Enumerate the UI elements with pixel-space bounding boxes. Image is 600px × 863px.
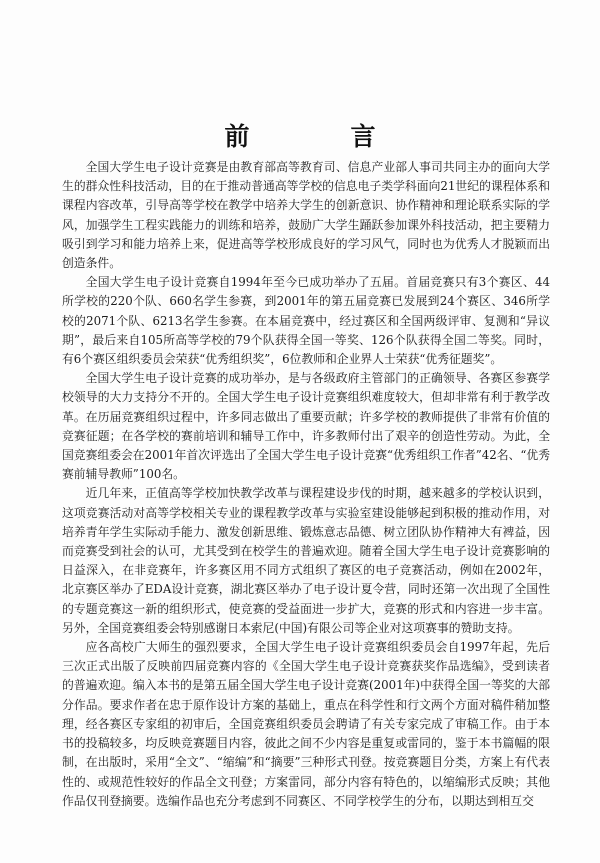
paragraph-5: 应各高校广大师生的强烈要求，全国大学生电子设计竞赛组织委员会自1997年起，先后三次正式出版了反映前四届竞赛内容的《全国大学生电子设计竞赛获奖作品选编》，受到读者的普遍欢迎。编入本书的是第五届全国大学生电子设计竞赛(2001年)中获得全国一等奖的大部分作品。要求作者在忠于原作设计方案的基础上，重点在科学性和行文两个方面对稿件稍加整理，经各赛区专家组的初审后，全国竞赛组织委员会聘请了有关专家完成了审稿工作。由于本书的投稿较多，均反映竞赛题目内容，彼此之间不少内容是重复或雷同的，鉴于本书篇幅的限制，在出版时，采用“全文”、“缩编”和“摘要”三种形式刊登。按竞赛题目分类，方案上有代表性的、或规范性较好的作品全文刊登；方案雷同，部分内容有特色的，以缩编形式反映；其他作品仅刊登摘要。选编作品也充分考虑到不同赛区、不同学校学生的分布，以期达到相互交 [62,640,550,808]
paragraph-2: 全国大学生电子设计竞赛自1994年至今已成功举办了五届。首届竞赛只有3个赛区、44所学校的220个队、660名学生参赛，到2001年的第五届竞赛已发展到24个赛区、346所学校的2071个队、6213名学生参赛。在本届竞赛中，经过赛区和全国两级评审、复测和“异议期”，最后来自105所高等学校的79个队获得全国一等奖、126个队获得全国二等奖。同时，有6个赛区组织委员会荣获“优秀组织奖”，6位教师和企业界人士荣获“优秀征题奖”。 [62,275,550,367]
paragraph-3: 全国大学生电子设计竞赛的成功举办，是与各级政府主管部门的正确领导、各赛区参赛学校领导的大力支持分不开的。全国大学生电子设计竞赛组织难度较大，但却非常有利于教学改革。在历届竞赛组织过程中，许多同志做出了重要贡献；许多学校的教师提供了非常有价值的竞赛征题；在各学校的赛前培训和辅导工作中，许多教师付出了艰辛的创造性劳动。为此，全国竞赛组委会在2001年首次评选出了全国大学生电子设计竞赛“优秀组织工作者”42名、“优秀赛前辅导教师”100名。 [62,371,550,482]
paragraph-4: 近几年来，正值高等学校加快教学改革与课程建设步伐的时期，越来越多的学校认识到，这项竞赛活动对高等学校相关专业的课程教学改革与实验室建设能够起到积极的推动作用，对培养青年学生实际动手能力、激发创新思维、锻炼意志品德、树立团队协作精神大有裨益，因而竞赛受到社会的认可，尤其受到在校学生的普遍欢迎。随着全国大学生电子设计竞赛影响的日益深入，在非竞赛年，许多赛区用不同方式组织了赛区的电子竞赛活动，例如在2002年，北京赛区举办了EDA设计竞赛，湖北赛区举办了电子设计夏令营，同时还第一次出现了全国性的专题竞赛这一新的组织形式，使竞赛的受益面进一步扩大，竞赛的形式和内容进一步丰富。另外，全国竞赛组委会特别感谢日本索尼(中国)有限公司等企业对这项赛事的赞助支持。 [62,486,550,635]
body-text [62,158,550,811]
paragraph-1: 全国大学生电子设计竞赛是由教育部高等教育司、信息产业部人事司共同主办的面向大学生的群众性科技活动，目的在于推动普通高等学校的信息电子类学科面向21世纪的课程体系和课程内容改革，引导高等学校在教学中培养大学生的创新意识、协作精神和理论联系实际的学风，加强学生工程实践能力的训练和培养，鼓励广大学生踊跃参加课外科技活动，把主要精力吸引到学习和能力培养上来，促进高等学校形成良好的学习风气，同时也为优秀人才脱颖而出创造条件。 [62,160,550,271]
page-title: 前 言 [224,121,414,151]
